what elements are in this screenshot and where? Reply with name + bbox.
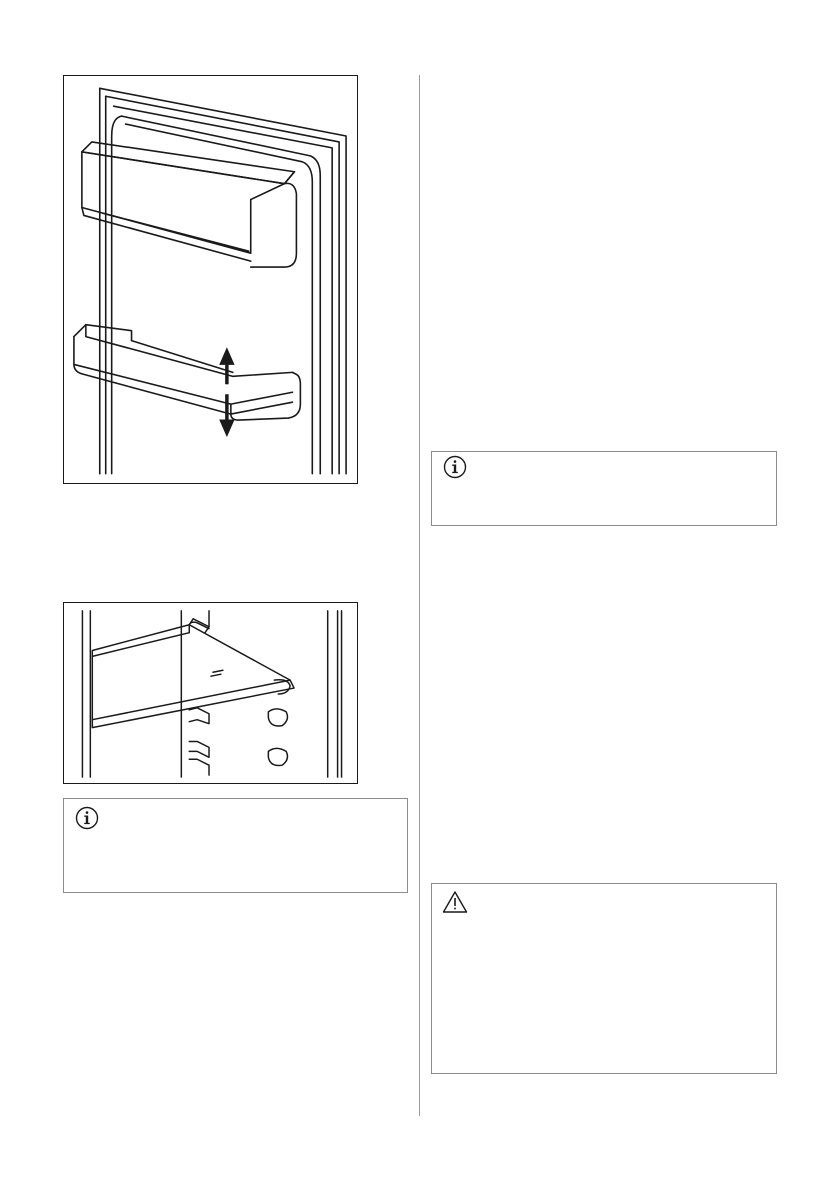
column-divider <box>419 75 420 1116</box>
warning-icon <box>442 890 468 914</box>
info-note-left <box>63 798 408 893</box>
info-icon <box>443 455 467 479</box>
door-shelf-adjust-illustration <box>64 76 357 483</box>
glass-shelf-illustration <box>64 603 357 783</box>
door-balcony-figure <box>63 75 358 484</box>
info-note-right <box>431 451 777 526</box>
warning-note-right <box>431 883 777 1074</box>
info-icon <box>75 806 99 830</box>
glass-shelf-figure <box>63 602 358 784</box>
